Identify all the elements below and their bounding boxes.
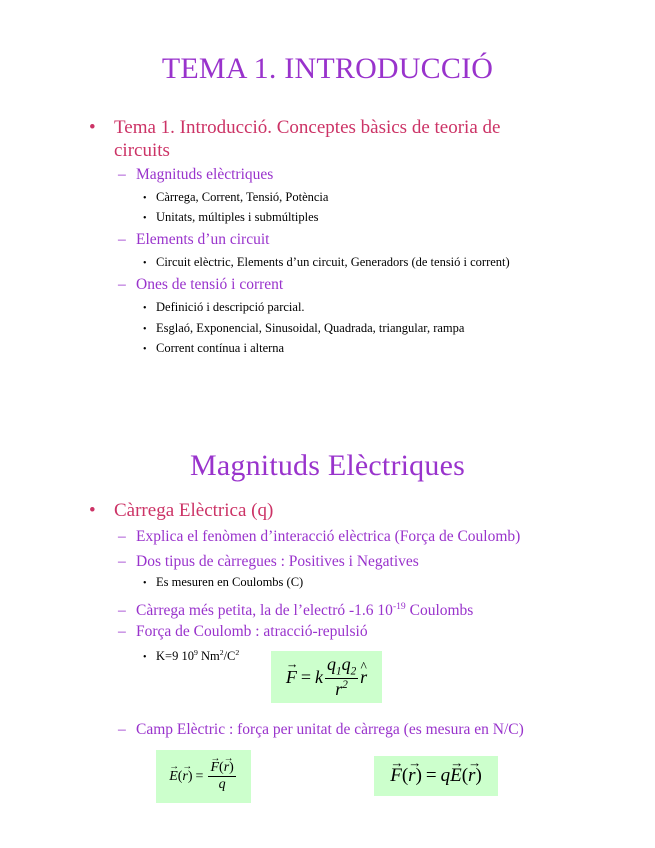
- dot-icon: •: [143, 578, 147, 589]
- list-item-text: Unitats, múltiples i submúltiples: [156, 210, 319, 224]
- k-prefix: K=9 10: [156, 649, 194, 664]
- electron-charge-exponent: -19: [392, 601, 406, 612]
- q-symbol: q: [440, 765, 451, 786]
- k-unit: /C: [223, 649, 236, 664]
- item-interaccio: [118, 527, 520, 546]
- item-electron-charge: [118, 597, 473, 620]
- q2-sub: 2: [350, 665, 357, 678]
- list-item-text: Es mesuren en Coulombs (C): [156, 575, 304, 589]
- vector-r: → r: [182, 769, 187, 785]
- fraction-denominator: q: [218, 777, 226, 792]
- equals-sign: =: [195, 768, 204, 784]
- list-item: [143, 209, 319, 227]
- slide1-title: TEMA 1. INTRODUCCIÓ: [161, 52, 494, 85]
- dot-icon: •: [143, 193, 147, 204]
- r-denominator: r: [335, 679, 343, 700]
- list-item: [143, 574, 303, 592]
- item-coulomb-force: [118, 622, 368, 641]
- dot-icon: •: [143, 324, 147, 335]
- section-magnituds: [118, 165, 273, 184]
- electric-field-formula: [156, 750, 251, 803]
- dash-icon: –: [118, 721, 126, 738]
- q1: q: [326, 653, 336, 674]
- k-exp2: 2: [219, 648, 224, 657]
- equals-sign: =: [300, 666, 311, 687]
- vector-f: → F: [286, 667, 297, 688]
- r-exp: 2: [342, 679, 348, 692]
- k-exp1: 9: [193, 648, 198, 657]
- dot-icon: •: [143, 213, 147, 224]
- vector-e: → E: [169, 769, 178, 785]
- section-label: Elements d’un circuit: [136, 231, 270, 248]
- unit-vector-r: ^ r: [360, 667, 367, 688]
- slide1-main-item-text: Tema 1. Introducció. Conceptes bàsics de teoria de circuits: [114, 117, 501, 161]
- electron-charge-prefix: Càrrega més petita, la de l’electró -1.6 10: [136, 602, 393, 620]
- vector-f: → F: [210, 760, 219, 776]
- force-field-formula: [374, 756, 498, 796]
- bullet-icon: •: [89, 500, 96, 521]
- fraction-numerator: → F(→ r): [208, 760, 235, 777]
- section-elements: [118, 230, 269, 249]
- electron-charge-suffix: Coulombs: [405, 602, 474, 620]
- fraction-numerator: [325, 654, 358, 679]
- item-tipus: [118, 552, 419, 571]
- list-item-text: Circuit elèctric, Elements d’un circuit, Generadors (de tensió i corrent): [156, 255, 510, 269]
- dash-icon: –: [118, 623, 126, 640]
- list-item-text: Explica el fenòmen d’interacció elèctrica (Força de Coulomb): [136, 528, 521, 545]
- dot-icon: •: [143, 344, 147, 355]
- bullet-icon: •: [89, 117, 96, 138]
- dash-icon: –: [118, 553, 126, 570]
- k-middle: Nm: [197, 649, 220, 664]
- vector-e: → E: [450, 765, 462, 787]
- section-ones: [118, 275, 283, 294]
- paren-open: (: [177, 768, 183, 784]
- dash-icon: –: [118, 528, 126, 545]
- k-exp3: 2: [235, 648, 240, 657]
- field-fraction: [208, 760, 235, 793]
- list-item: [143, 320, 464, 338]
- vector-r: → r: [224, 760, 229, 776]
- slide2-main-item: [90, 499, 544, 522]
- list-item-text: Dos tipus de càrregues : Positives i Negatives: [136, 553, 419, 570]
- list-item-text: Esglaó, Exponencial, Sinusoidal, Quadrada, triangular, rampa: [156, 321, 465, 335]
- list-item: [143, 340, 284, 358]
- list-item-text: Camp Elèctric : força per unitat de càrrega (es mesura en N/C): [136, 721, 524, 738]
- list-item-text: Definició i descripció parcial.: [156, 300, 305, 314]
- coulomb-formula: [271, 651, 382, 703]
- vector-r: → r: [408, 765, 415, 787]
- slide2-title: Magnituds Elèctriques: [190, 449, 465, 482]
- dot-icon: •: [143, 303, 147, 314]
- dash-icon: –: [118, 166, 126, 183]
- q2: q: [341, 653, 351, 674]
- k-symbol: k: [314, 666, 323, 687]
- dash-icon: –: [118, 276, 126, 293]
- k-constant: [143, 645, 239, 666]
- fraction-denominator: [333, 679, 350, 700]
- section-label: Ones de tensió i corrent: [136, 276, 284, 293]
- list-item: [143, 299, 305, 317]
- paren-close: ): [187, 768, 193, 784]
- coulomb-fraction: [325, 654, 358, 700]
- list-item-text: Força de Coulomb : atracció-repulsió: [136, 623, 368, 640]
- list-item-text: Càrrega, Corrent, Tensió, Potència: [156, 190, 329, 204]
- dot-icon: •: [143, 258, 147, 269]
- paren-open: (: [461, 765, 469, 786]
- paren-close: ): [475, 765, 482, 786]
- slide2-main-item-text: Càrrega Elèctrica (q): [114, 500, 274, 521]
- dash-icon: –: [118, 602, 126, 620]
- dash-icon: –: [118, 231, 126, 248]
- slide1-main-item: [90, 116, 544, 162]
- equals-sign: =: [425, 765, 437, 786]
- list-item: [143, 189, 328, 207]
- q1-sub: 1: [335, 665, 342, 678]
- section-label: Magnituds elèctriques: [136, 166, 274, 183]
- item-electric-field: [118, 720, 524, 739]
- paren-open: (: [401, 765, 409, 786]
- list-item: [143, 254, 510, 272]
- vector-r: → r: [468, 765, 475, 787]
- vector-f: → F: [390, 765, 402, 787]
- dot-icon: •: [143, 652, 147, 664]
- paren-close: ): [415, 765, 422, 786]
- list-item-text: Corrent contínua i alterna: [156, 341, 285, 355]
